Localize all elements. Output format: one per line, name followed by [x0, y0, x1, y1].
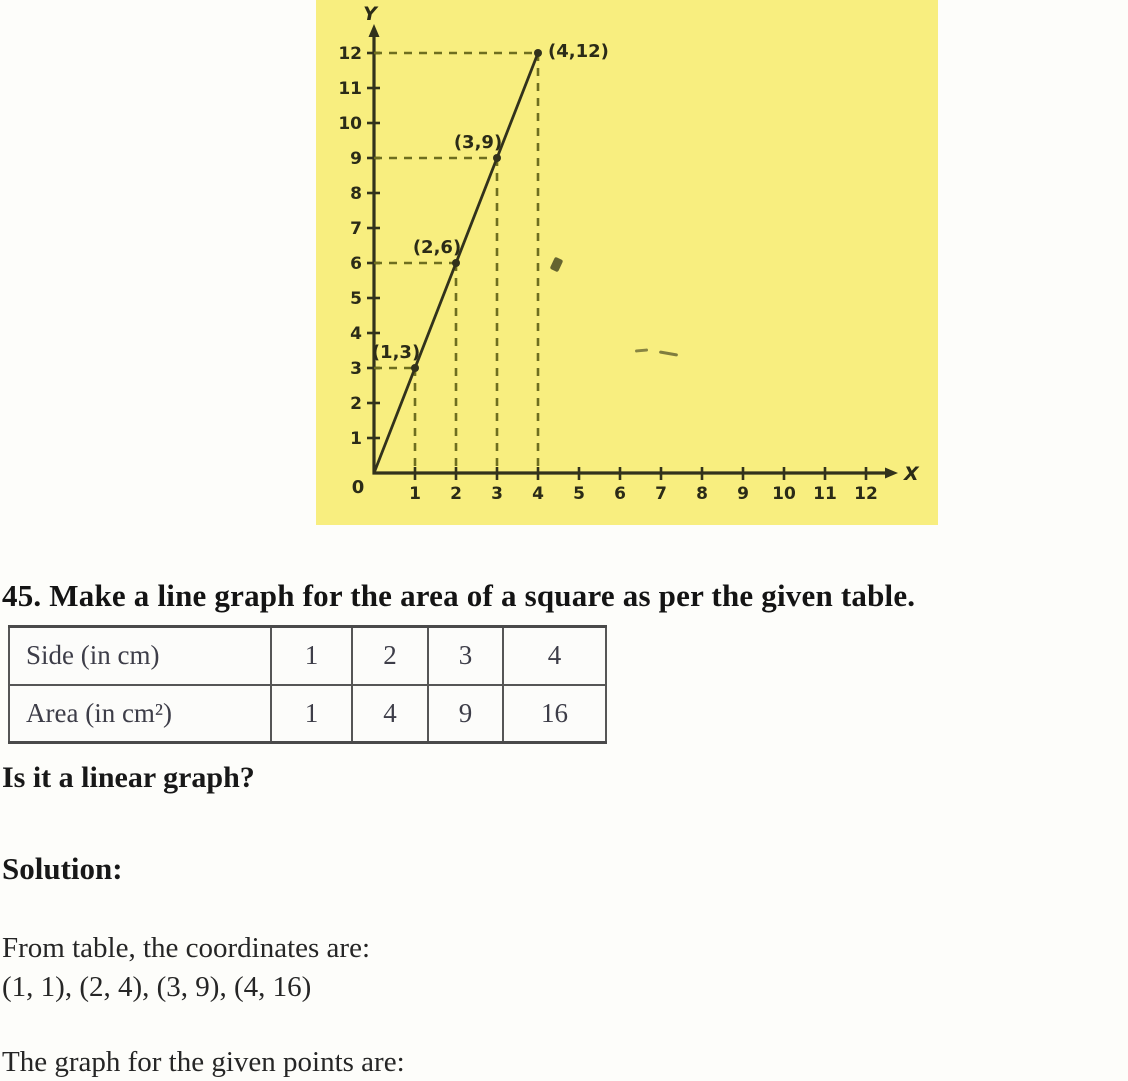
solution-text-line: From table, the coordinates are: [2, 932, 371, 964]
table-row [9, 685, 606, 743]
line-chart [316, 0, 938, 525]
row-header-cell: Area (in cm²) [9, 685, 271, 743]
value-cell: 1 [271, 627, 352, 685]
svg-text:10: 10 [772, 484, 796, 504]
svg-text:11: 11 [813, 484, 837, 504]
svg-text:6: 6 [350, 254, 362, 274]
svg-text:1: 1 [409, 484, 421, 504]
solution-text-line: The graph for the given points are: [2, 1046, 405, 1078]
svg-text:3: 3 [491, 484, 503, 504]
svg-text:Y: Y [363, 3, 377, 25]
svg-text:X: X [904, 463, 919, 485]
value-cell: 1 [271, 685, 352, 743]
svg-text:2: 2 [350, 394, 362, 414]
value-cell: 9 [428, 685, 503, 743]
solution-coordinates: (1, 1), (2, 4), (3, 9), (4, 16) [2, 971, 312, 1003]
svg-text:9: 9 [350, 149, 362, 169]
svg-text:8: 8 [696, 484, 708, 504]
svg-text:3: 3 [350, 359, 362, 379]
question-heading: 45. Make a line graph for the area of a square as per the given table. [2, 578, 916, 613]
value-cell: 3 [428, 627, 503, 685]
table-row [9, 627, 606, 685]
svg-text:4: 4 [532, 484, 544, 504]
svg-text:(2,6): (2,6) [412, 237, 462, 258]
svg-text:8: 8 [350, 184, 362, 204]
graph-panel [316, 0, 938, 525]
value-cell: 4 [352, 685, 428, 743]
solution-label: Solution: [2, 851, 123, 886]
svg-text:(3,9): (3,9) [453, 132, 503, 153]
sub-question: Is it a linear graph? [2, 761, 255, 794]
svg-text:7: 7 [350, 219, 362, 239]
value-cell: 2 [352, 627, 428, 685]
svg-text:12: 12 [338, 44, 362, 64]
side-area-table [8, 625, 607, 744]
value-cell: 4 [503, 627, 606, 685]
svg-text:(1,3): (1,3) [371, 342, 421, 363]
svg-text:5: 5 [573, 484, 585, 504]
svg-text:10: 10 [338, 114, 362, 134]
svg-text:12: 12 [854, 484, 878, 504]
svg-text:11: 11 [338, 79, 362, 99]
svg-text:5: 5 [350, 289, 362, 309]
svg-text:(4,12): (4,12) [548, 41, 609, 62]
svg-text:7: 7 [655, 484, 667, 504]
svg-text:9: 9 [737, 484, 749, 504]
svg-text:0: 0 [351, 477, 365, 498]
svg-text:1: 1 [350, 429, 362, 449]
row-header-cell: Side (in cm) [9, 627, 271, 685]
svg-text:6: 6 [614, 484, 626, 504]
svg-text:4: 4 [350, 324, 362, 344]
svg-text:2: 2 [450, 484, 462, 504]
value-cell: 16 [503, 685, 606, 743]
